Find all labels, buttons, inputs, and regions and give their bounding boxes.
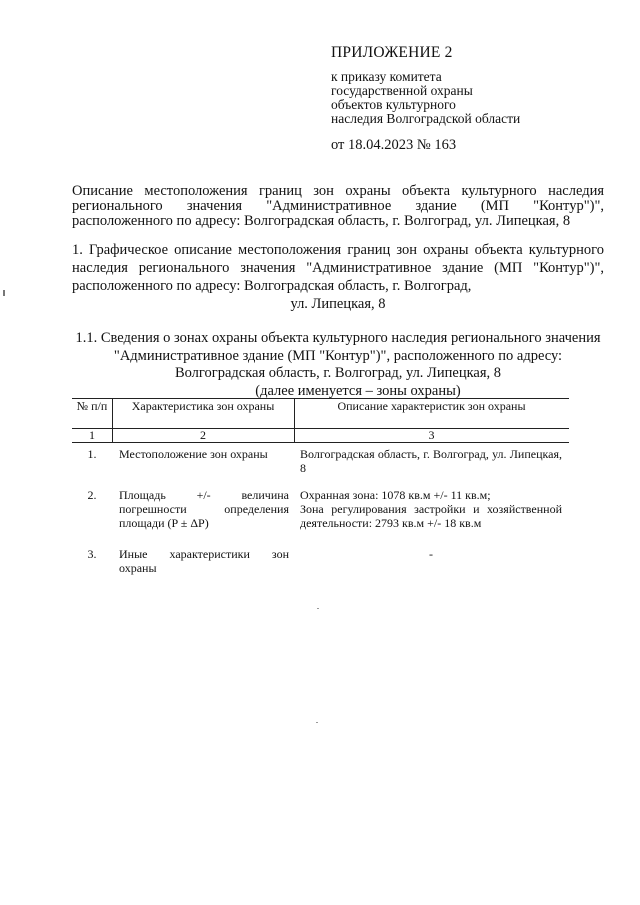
- section-1: [72, 241, 604, 313]
- header-characteristic: Характеристика зон охраны: [131, 399, 275, 413]
- appendix-reference-line: наследия Волгоградской области: [331, 111, 521, 126]
- row-characteristic: Иные характеристики зон охраны: [119, 547, 289, 575]
- appendix-reference: [331, 70, 520, 126]
- row-characteristic: Площадь +/- величина погрешности определения площади (P ± ΔP): [119, 488, 289, 530]
- section-1-1: [72, 330, 604, 400]
- row-number: 1.: [87, 447, 97, 461]
- appendix-title: ПРИЛОЖЕНИЕ 2: [331, 44, 453, 61]
- order-date: от 18.04.2023 № 163: [331, 137, 457, 153]
- table-rule: [72, 442, 569, 443]
- header-number: № п/п: [76, 399, 108, 413]
- scan-mark: [3, 290, 5, 296]
- section-1-1-text: 1.1. Сведения о зонах охраны объекта культурного наследия регионального значения "Административное здание (МП "Контур")", расположенного по адресу: Волгоградская область, г. Волгоград, ул. Липецкая, 8: [75, 330, 601, 381]
- section-1-1-note: (далее именуется – зоны охраны): [255, 382, 461, 399]
- appendix-reference-line: к приказу комитета: [331, 69, 442, 84]
- row-number: 3.: [87, 547, 97, 561]
- appendix-reference-line: объектов культурного: [331, 97, 456, 112]
- row-description: [300, 488, 562, 530]
- row-description: Волгоградская область, г. Волгоград, ул. Липецкая, 8: [300, 447, 562, 475]
- header-description: Описание характеристик зон охраны: [337, 399, 526, 413]
- appendix-reference-line: государственной охраны: [331, 83, 473, 98]
- section-1-text-end: ул. Липецкая, 8: [290, 296, 386, 312]
- column-number: 1: [89, 428, 95, 442]
- column-number: 3: [428, 428, 435, 442]
- section-1-text: 1. Графическое описание местоположения границ зон охраны объекта культурного наследия регионального значения "Административное здание (МП "Контур")", расположенного по адресу: Волгоградская область, г. Волгоград,: [72, 242, 604, 294]
- scan-dot: [316, 722, 318, 723]
- row-number: 2.: [87, 488, 97, 502]
- column-number: 2: [200, 428, 206, 442]
- row-description: -: [429, 547, 433, 561]
- row-description-line: Охранная зона: 1078 кв.м +/- 11 кв.м;: [300, 488, 491, 502]
- document-heading: Описание местоположения границ зон охраны объекта культурного наследия регионального значения "Административное здание (МП "Контур")", расположенного по адресу: Волгоградская область, г. Волгоград, ул. Липецкая, 8: [72, 183, 604, 229]
- row-characteristic: Местоположение зон охраны: [119, 447, 268, 461]
- row-description-line: Зона регулирования застройки и хозяйственной деятельности: 2793 кв.м +/- 18 кв.м: [300, 502, 562, 530]
- scan-dot: [317, 608, 319, 609]
